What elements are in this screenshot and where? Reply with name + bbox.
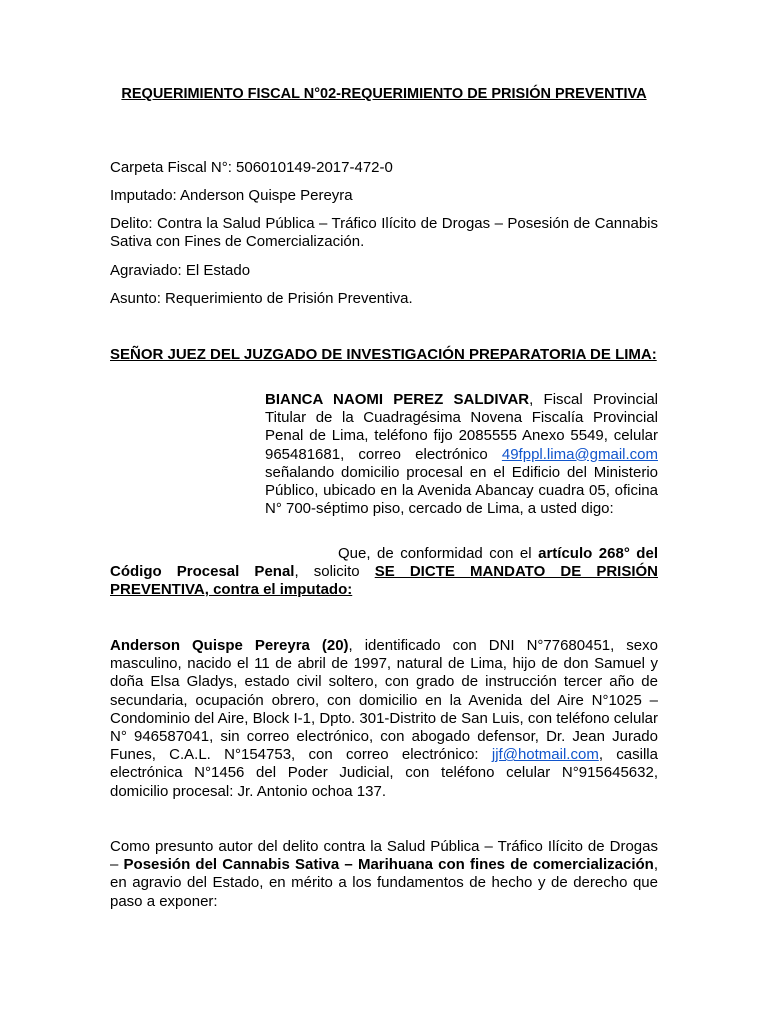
request-text-1: Que, de conformidad con el [338, 545, 539, 562]
fiscal-text-1: , Fiscal Provincial Titular de la Cuadragésima Novena Fiscalía Provincial Penal de Lima, teléfono fijo 2085555 Anexo 5549, celular 965481681, correo electrónico [265, 391, 658, 463]
delito-field: Delito: Contra la Salud Pública – Tráfico Ilícito de Drogas – Posesión de Cannabis Sativa con Fines de Comercialización. [110, 215, 658, 250]
closing-paragraph [110, 838, 658, 911]
request-paragraph [110, 545, 658, 600]
request-text-2: , solicito [294, 563, 375, 581]
closing-text-2: , en agravio del Estado, en mérito a los fundamentos de hecho y de derecho que paso a exponer: [110, 856, 658, 910]
accused-name: Anderson Quispe Pereyra (20) [110, 637, 349, 654]
fiscal-paragraph [265, 391, 658, 518]
agraviado-field: Agraviado: El Estado [110, 262, 251, 279]
imputado-field: Imputado: Anderson Quispe Pereyra [110, 187, 353, 204]
request-mandate: SE DICTE MANDATO DE PRISIÓN PREVENTIVA, contra el imputado: [110, 563, 658, 599]
fiscal-email-link[interactable]: 49fppl.lima@gmail.com [501, 445, 658, 463]
accused-text-1: , identificado con DNI N°77680451, sexo masculino, nacido el 11 de abril de 1997, natural de Lima, hijo de don Samuel y doña Elsa Gladys, estado civil soltero, con grado de instrucción tercer año de secundaria, ocupación obrero, con domicilio en la Avenida del Aire N°1025 – Condominio del Aire, Block I-1, Dpto. 301-Distrito de San Luis, con teléfono celular N° 946587041, sin correo electrónico, con abogado defensor, Dr. Jean Jurado Funes, C.A.L. N°154753, con correo electrónico: [110, 637, 658, 764]
closing-bold: Posesión del Cannabis Sativa – Marihuana con fines de comercialización [123, 856, 654, 874]
closing-text-1: Como presunto autor del delito contra la Salud Pública – Tráfico Ilícito de Drogas – [110, 838, 658, 874]
accused-text-2: , casilla electrónica N°1456 del Poder Judicial, con teléfono celular N°915645632, domicilio procesal: Jr. Antonio ochoa 137. [110, 746, 658, 800]
asunto-field: Asunto: Requerimiento de Prisión Preventiva. [110, 290, 413, 307]
accused-paragraph [110, 637, 658, 801]
document-title: REQUERIMIENTO FISCAL N°02-REQUERIMIENTO DE PRISIÓN PREVENTIVA [121, 86, 647, 102]
accused-email-link[interactable]: jjf@hotmail.com [491, 746, 599, 764]
request-article: artículo 268° del Código Procesal Penal [110, 545, 658, 581]
fiscal-name: BIANCA NAOMI PEREZ SALDIVAR [265, 391, 530, 408]
carpeta-fiscal: Carpeta Fiscal N°: 506010149-2017-472-0 [110, 159, 393, 176]
fiscal-text-2: señalando domicilio procesal en el Edificio del Ministerio Público, ubicado en la Avenida Abancay cuadra 05, oficina N° 700-séptimo piso, cercado de Lima, a usted digo: [265, 463, 658, 518]
salutation: SEÑOR JUEZ DEL JUZGADO DE INVESTIGACIÓN PREPARATORIA DE LIMA: [110, 346, 657, 363]
